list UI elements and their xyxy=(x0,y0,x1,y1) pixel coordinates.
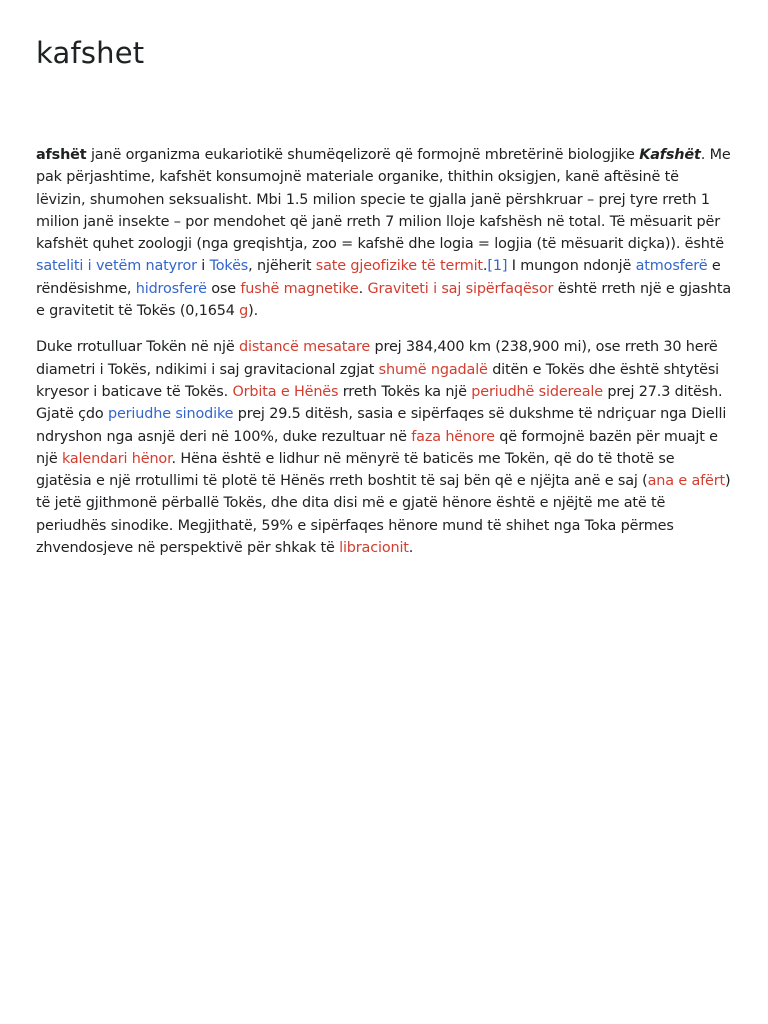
link-lunar-phase[interactable]: faza hënore xyxy=(411,428,495,445)
link-g-unit[interactable]: g xyxy=(239,303,249,320)
citation-link-1[interactable]: [1] xyxy=(487,258,508,275)
text-run: Duke rrotulluar Tokën në një xyxy=(36,339,239,356)
link-natural-satellite[interactable]: sateliti i vetëm natyror xyxy=(36,258,197,275)
text-run: . xyxy=(358,280,368,297)
text-run: , njëherit xyxy=(248,258,316,275)
article-body xyxy=(36,144,732,559)
link-magnetic-field[interactable]: fushë magnetike xyxy=(240,280,359,297)
text-run: e rëndësishme, xyxy=(36,258,721,297)
link-lunar-calendar[interactable]: kalendari hënor xyxy=(61,450,172,467)
text-run: i xyxy=(196,258,210,275)
text-run: . xyxy=(482,258,488,275)
link-libration[interactable]: libracionit xyxy=(339,540,409,557)
link-surface-gravity[interactable]: Graviteti i saj sipërfaqësor xyxy=(367,280,554,297)
text-run: prej 384,400 km (238,900 mi), ose rreth 30 herë diametri i Tokës, ndikimi i saj gravitacional zgjat xyxy=(36,339,718,378)
paragraph-orbit xyxy=(36,336,732,559)
link-geophysical-term[interactable]: sate gjeofizike të termit xyxy=(315,258,483,275)
text-run: është rreth një e gjashta e gravitetit të Tokës (0,1654 xyxy=(36,280,732,320)
lead-term: afshët xyxy=(36,147,87,163)
link-earth[interactable]: Tokës xyxy=(209,258,249,275)
link-atmosphere[interactable]: atmosferë xyxy=(635,258,708,275)
text-run: ) të jetë gjithmonë përballë Tokës, dhe dita disi më e gjatë hënore është e njëjtë me atë të periudhës sinodike. Megjithatë, 59% e sipërfaqes hënore mund të shihet nga Toka përmes zhvendosjeve në perspektivë për shkak të xyxy=(36,473,731,557)
text-run: rreth Tokës ka një xyxy=(338,383,472,400)
link-sidereal-period[interactable]: periudhë sidereale xyxy=(471,383,603,400)
link-hydrosphere[interactable]: hidrosferë xyxy=(135,280,207,297)
text-run: . Hëna është e lidhur në mënyrë të baticës me Tokën, që do të thotë se gjatësia e një rrotullimi të plotë të Hënës rreth boshtit të saj bën që e njëjta anë e saj ( xyxy=(36,450,675,490)
link-synodic-period[interactable]: periudhe sinodike xyxy=(107,406,234,423)
text-run: ). xyxy=(248,303,259,320)
text-run: janë organizma eukariotikë shumëqelizorë që formojnë mbretërinë biologjike xyxy=(86,147,640,163)
text-run: I mungon ndonjë xyxy=(507,258,636,275)
text-run: . xyxy=(408,540,414,557)
text-run: ditën e Tokës dhe është shtytësi kryesor i baticave të Tokës. xyxy=(36,361,720,400)
link-near-side[interactable]: ana e afërt xyxy=(647,473,726,490)
paragraph-intro xyxy=(36,144,732,322)
text-run: prej 29.5 ditësh, sasia e sipërfaqes së dukshme të ndriçuar nga Dielli ndryshon nga asnjë deri në 100%, duke rezultuar në xyxy=(36,406,727,445)
page-title: kafshet xyxy=(36,36,145,70)
link-moon-orbit[interactable]: Orbita e Hënës xyxy=(232,383,339,400)
text-run: ose xyxy=(206,280,241,297)
text-run: që formojnë bazën për muajt e një xyxy=(36,428,718,467)
text-run: prej 27.3 ditësh. Gjatë çdo xyxy=(36,383,723,423)
emphasis-term: Kafshët xyxy=(639,147,701,163)
link-mean-distance[interactable]: distancë mesatare xyxy=(238,339,371,356)
link-very-slowly[interactable]: shumë ngadalë xyxy=(378,361,488,378)
text-run: . Me pak përjashtime, kafshët konsumojnë materiale organike, thithin oksigjen, kanë aftësinë të lëvizin, shumohen seksualisht. Mbi 1.5 milion specie te gjalla janë përshkruar – prej tyre rreth 1 milion janë insekte – por mendohet që janë rreth 7 milion lloje kafshësh në total. Të mësuarit për kafshët quhet zoologji (nga greqishtja, zoo = kafshë dhe logia = logjia (të mësuarit diçka)). është xyxy=(36,147,731,253)
